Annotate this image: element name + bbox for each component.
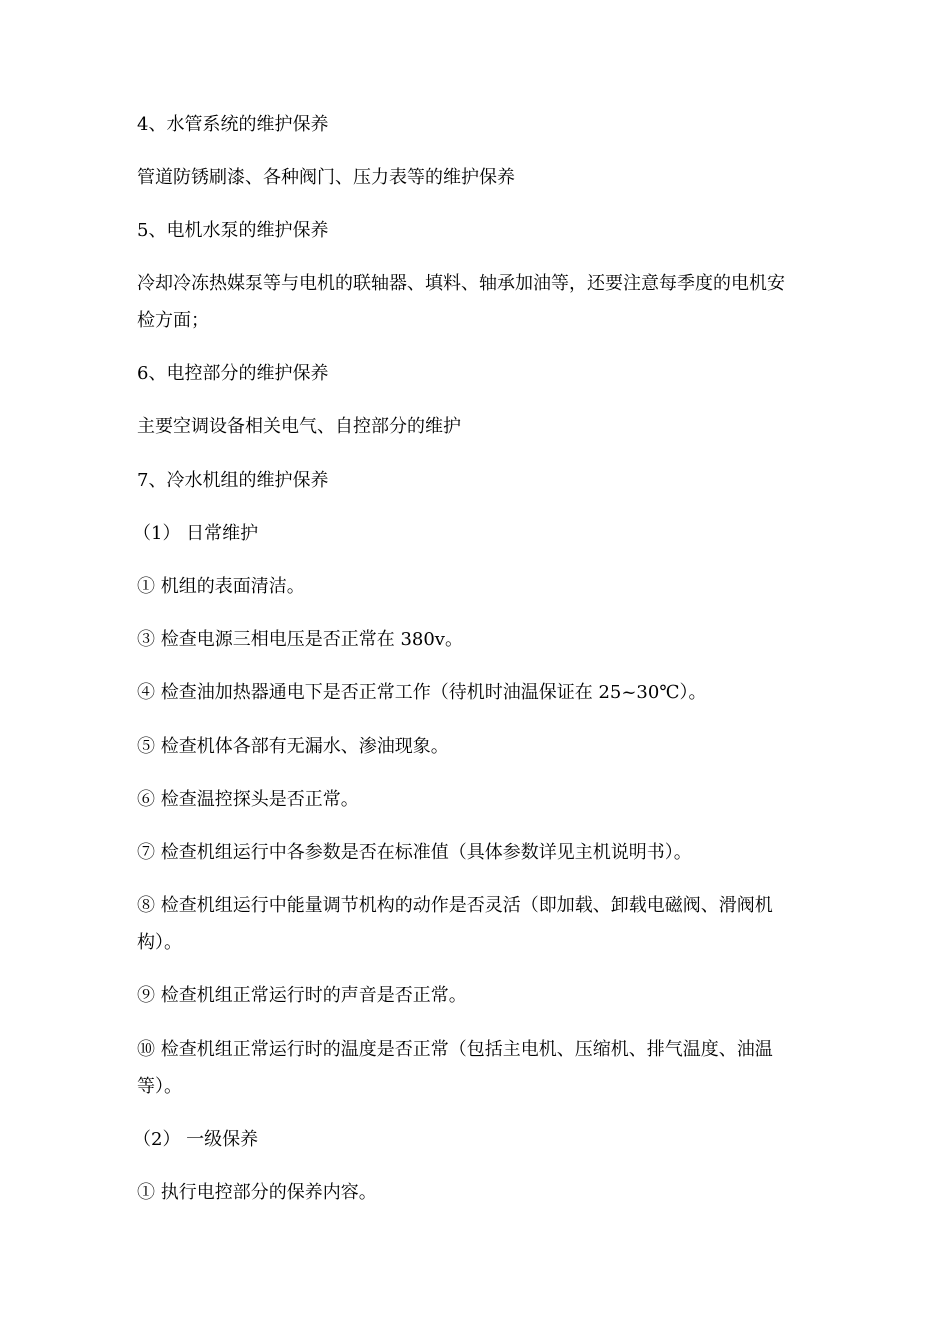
subheading-daily-maintenance: （1） 日常维护 (133, 523, 259, 544)
list-item-capacity-control-line-1: ⑧ 检查机组运行中能量调节机构的动作是否灵活（即加载、卸载电磁阀、滑阀机 (137, 895, 773, 916)
paragraph-motor-pump-line-1: 冷却冷冻热媒泵等与电机的联轴器、填料、轴承加油等，还要注意每季度的电机安 (137, 273, 785, 294)
paragraph-motor-pump-line-2: 检方面； (137, 310, 209, 331)
list-item-surface-cleaning: ① 机组的表面清洁。 (137, 576, 305, 597)
list-item-voltage-check: ③ 检查电源三相电压是否正常在 380v。 (137, 629, 463, 650)
list-item-oil-heater-check: ④ 检查油加热器通电下是否正常工作（待机时油温保证在 25~30℃）。 (137, 682, 707, 703)
list-item-capacity-control-line-2: 构）。 (137, 932, 182, 953)
heading-chiller-maintenance: 7、冷水机组的维护保养 (137, 470, 329, 491)
heading-motor-pump-maintenance: 5、电机水泵的维护保养 (137, 220, 329, 241)
heading-water-pipe-maintenance: 4、水管系统的维护保养 (137, 114, 329, 135)
heading-electric-control-maintenance: 6、电控部分的维护保养 (137, 363, 329, 384)
paragraph-pipe-maintenance: 管道防锈刷漆、各种阀门、压力表等的维护保养 (137, 167, 515, 188)
list-item-temp-probe-check: ⑥ 检查温控探头是否正常。 (137, 789, 359, 810)
paragraph-electric-control: 主要空调设备相关电气、自控部分的维护 (137, 416, 461, 437)
list-item-temperature-check-line-1: ⑩ 检查机组正常运行时的温度是否正常（包括主电机、压缩机、排气温度、油温 (137, 1039, 773, 1060)
list-item-leak-check: ⑤ 检查机体各部有无漏水、渗油现象。 (137, 736, 449, 757)
list-item-sound-check: ⑨ 检查机组正常运行时的声音是否正常。 (137, 985, 467, 1006)
subheading-first-level-maintenance: （2） 一级保养 (133, 1129, 259, 1150)
list-item-electric-control-maintenance: ① 执行电控部分的保养内容。 (137, 1182, 377, 1203)
list-item-temperature-check-line-2: 等）。 (137, 1076, 182, 1097)
list-item-parameter-check: ⑦ 检查机组运行中各参数是否在标准值（具体参数详见主机说明书）。 (137, 842, 692, 863)
